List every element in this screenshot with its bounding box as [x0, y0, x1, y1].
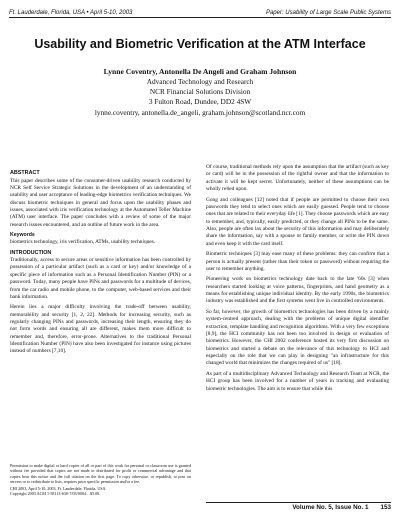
- conference-info: CHI 2003, April 5-10, 2003, Ft. Lauderdale, Florida, USA.: [10, 485, 107, 491]
- author-names: Lynne Coventry, Antonella De Angeli and Graham Johnson: [103, 67, 297, 76]
- right-column: [206, 164, 389, 396]
- body-paragraph: Biometric techniques [3] may ease many of these problems: they can confirm that a person is actually present (rather than their token or password) without requiring the user to remember anything.: [206, 251, 389, 272]
- footer-volume: Volume No. 5, Issue No. 1: [292, 504, 369, 511]
- page-number: 153: [380, 504, 391, 511]
- author-emails: lynne.coventry, antonella.de_angeli, graham.johnson@scotland.ncr.com: [94, 107, 306, 117]
- author-block: [9, 66, 391, 118]
- left-column: [10, 170, 191, 359]
- abstract-text: This paper describes some of the consumer-driven usability research conducted by NCR Self Service Strategic Solutions in the development of an understanding of usability and user acceptance of leading-edge biometrics verification techniques. We discuss biometric techniques in general and focus upon the usability phases and issues, associated with iris verification technology at the Automated Teller Machine (ATM) user interface. The paper concludes with a review of some of the major research issues encountered, and an outline of future work in the area.: [10, 177, 191, 228]
- body-paragraph: As part of a multidisciplinary Advanced Technology and Research Team at NCR, the HCI group has been involved for a number of years in tracking and evaluating biometric technologies. The aim is to ensure that while this: [206, 370, 389, 392]
- affiliation-line: 3 Fulton Road, Dundee, DD2 4SW: [148, 97, 252, 107]
- affiliation-line: Advanced Technology and Research: [146, 77, 254, 86]
- affiliation-line: NCR Financial Solutions Division: [149, 87, 251, 97]
- body-paragraph: So far, however, the growth of biometrics technologies has been driven by a mainly system-centred approach, dealing with the problems of unique digital identifier extraction, template handling and recognition algorithms. With a very few exceptions [8,9], the HCI community has not been too involved in design or evaluation of biometrics. However, the CHI 2002 conference hosted its very first discussion on biometrics and started a debate on the relevance of this technology to HCI and especially on the role that we can play in designing "an infrastructure for this changed world that minimizes the changes required of us" [18].: [206, 308, 389, 367]
- footer-divider: [206, 502, 391, 503]
- body-paragraph: Pioneering work on biometrics technology date back to the late '60s [3] when researchers started looking at voice patterns, fingerprints, and hand geometry as a means for establishing unique individual identity. By the early 1990s, the biometrics industry was established and the first systems went live in controlled environments.: [206, 276, 389, 305]
- intro-paragraph: Herein lies a major difficulty involving the trade-off between usability, memorability and security [1, 2, 22]. Methods for increasing security, such as regularly changing PINs and passwords, increasing their length, ensuring they do not form words and ensuring all are different, makes them more difficult to remember and, therefore, error-prone. Alternatives to the traditional Personal Identification Number (PIN) have also been investigated for instance using pictures instead of numbers [7,10].: [10, 304, 191, 355]
- header-conference: Ft. Lauderdale, Florida, USA • April 5-10, 2003: [9, 10, 133, 16]
- permission-text: Permission to make digital or hard copies of all or part of this work for personal or classroom use is granted without fee provided that copies are not made or distributed for profit or commercial advantage and that copies bear this notice and the full citation on the first page. To copy otherwise, or republish, to post on servers or to redistribute to lists, requires prior specific permission and/or a fee.: [10, 463, 191, 484]
- copyright-info: Copyright 2003 ACM 1-58113-630-7/03/0004…$5.00.: [10, 490, 101, 496]
- introduction-heading: INTRODUCTION: [10, 249, 52, 256]
- abstract-heading: ABSTRACT: [10, 170, 40, 176]
- running-header: [9, 6, 391, 18]
- keywords-text: biometrics technology, iris verification, ATMs, usability techniques.: [10, 239, 156, 246]
- keywords-heading: Keywords: [10, 232, 35, 239]
- paper-title: Usability and Biometric Verification at the ATM Interface: [34, 37, 366, 51]
- intro-paragraph: Traditionally, access to secure areas or sensitive information has been controlled by possession of a particular artifact (such as a card or key) and/or knowledge of a specific piece of information such as a Personal Identification Number (PIN) or a password. Today, many people have PINs and passwords for a multitude of devices, from the car radio and mobile phone, to the computer, web-based services and their bank information.: [10, 257, 191, 300]
- body-paragraph: Gong and colleagues [12] noted that if people are permitted to choose their own passwords they tend to select ones which are easily guessed. People tend to choose ones that are related to their everyday life [1]. They choose passwords which are easy to remember, and, typically, easily predicted, or they change all PINs to be the same. Also, people are often lax about the security of this information and may deliberately share the information, say with a spouse or family member, or write the PIN down and even keep it with the card itself.: [206, 196, 389, 247]
- header-section: Paper: Usability of Large Scale Public Systems: [265, 10, 391, 16]
- body-paragraph: Of course, traditional methods rely upon the assumption that the artifact (such as key or card) will be in the possession of the rightful owner and that the information to activate it will be kept secret. Unfortunately, neither of these assumptions can be wholly relied upon.: [206, 164, 389, 193]
- page-footer: [292, 504, 391, 511]
- permission-notice: [10, 463, 191, 496]
